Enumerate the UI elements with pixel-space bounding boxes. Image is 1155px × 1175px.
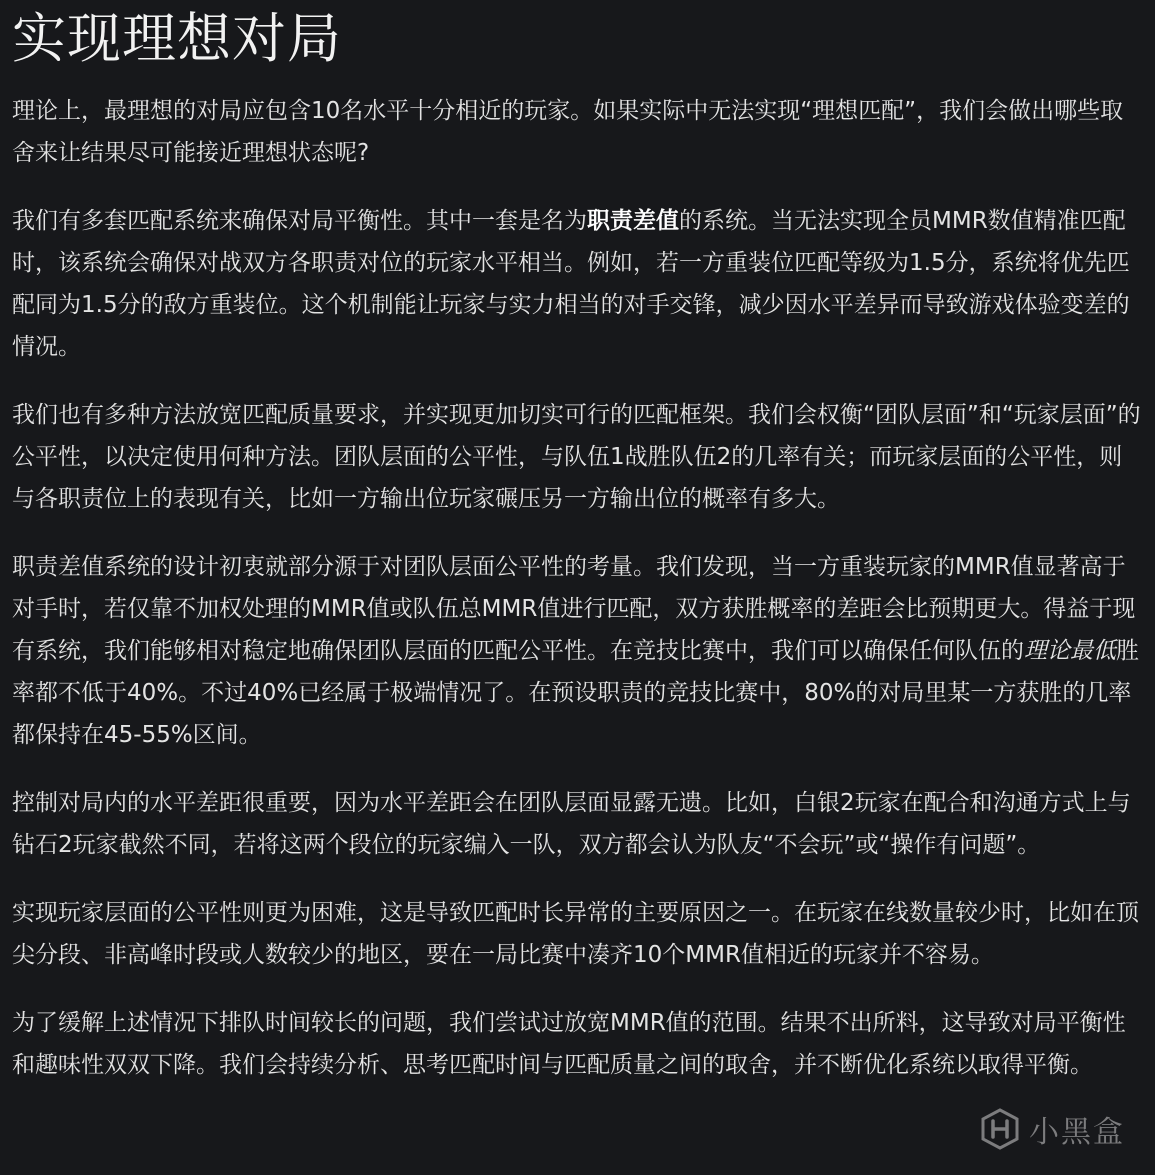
article (12, 0, 1144, 1086)
role-delta-term: 职责差值 (587, 208, 679, 234)
paragraph-2 (12, 200, 1144, 368)
paragraph-5: 控制对局内的水平差距很重要，因为水平差距会在团队层面显露无遗。比如，白银2玩家在配合和沟通方式上与钻石2玩家截然不同，若将这两个段位的玩家编入一队，双方都会认为队友“不会玩”或“操作有问题”。 (12, 790, 1131, 858)
watermark (979, 1107, 1125, 1151)
paragraph-6: 实现玩家层面的公平性则更为困难，这是导致匹配时长异常的主要原因之一。在玩家在线数量较少时，比如在顶尖分段、非高峰时段或人数较少的地区，要在一局比赛中凑齐10个MMR值相近的玩家并不容易。 (12, 900, 1139, 968)
theoretical-minimum-term: 理论最低 (1024, 638, 1116, 664)
heybox-logo-icon (979, 1108, 1021, 1150)
article-title: 实现理想对局 (12, 7, 342, 70)
paragraph-3: 我们也有多种方法放宽匹配质量要求，并实现更加切实可行的匹配框架。我们会权衡“团队层面”和“玩家层面”的公平性，以决定使用何种方法。团队层面的公平性，与队伍1战胜队伍2的几率有关；而玩家层面的公平性，则与各职责位上的表现有关，比如一方输出位玩家碾压另一方输出位的概率有多大。 (12, 402, 1141, 512)
paragraph-2-text-a: 我们有多套匹配系统来确保对局平衡性。其中一套是名为 (12, 208, 587, 234)
paragraph-2-text-b: 的系统。当无法实现全员MMR数值精准匹配时，该系统会确保对战双方各职责对位的玩家水平相当。例如，若一方重装位匹配等级为1.5分，系统将优先匹配同为1.5分的敌方重装位。这个机制能让玩家与实力相当的对手交锋，减少因水平差异而导致游戏体验变差的情况。 (12, 208, 1130, 360)
watermark-text: 小黑盒 (1029, 1115, 1125, 1150)
paragraph-4-text-b: 胜率都不低于40%。不过40%已经属于极端情况了。在预设职责的竞技比赛中，80%的对局里某一方获胜的几率都保持在45-55%区间。 (12, 638, 1139, 748)
paragraph-1: 理论上，最理想的对局应包含10名水平十分相近的玩家。如果实际中无法实现“理想匹配”，我们会做出哪些取舍来让结果尽可能接近理想状态呢? (12, 98, 1124, 166)
paragraph-4 (12, 546, 1144, 756)
paragraph-4-text-a: 职责差值系统的设计初衷就部分源于对团队层面公平性的考量。我们发现，当一方重装玩家的MMR值显著高于对手时，若仅靠不加权处理的MMR值或队伍总MMR值进行匹配，双方获胜概率的差距会比预期更大。得益于现有系统，我们能够相对稳定地确保团队层面的匹配公平性。在竞技比赛中，我们可以确保任何队伍的 (12, 554, 1136, 664)
paragraph-7: 为了缓解上述情况下排队时间较长的问题，我们尝试过放宽MMR值的范围。结果不出所料，这导致对局平衡性和趣味性双双下降。我们会持续分析、思考匹配时间与匹配质量之间的取舍，并不断优化系统以取得平衡。 (12, 1010, 1126, 1078)
